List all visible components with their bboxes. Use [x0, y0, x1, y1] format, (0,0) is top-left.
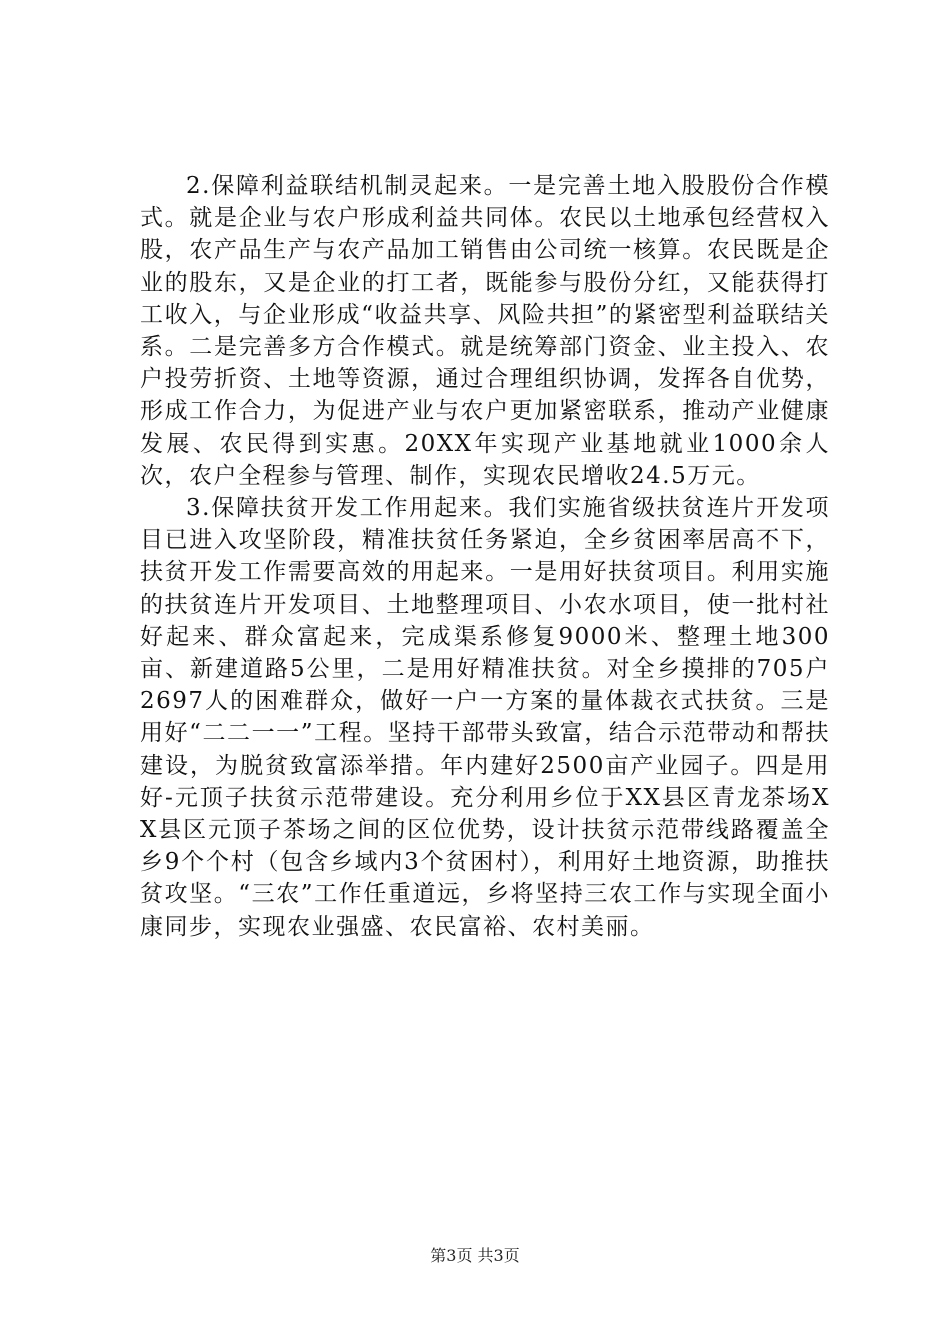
document-body [140, 170, 830, 943]
paragraph-3-poverty-alleviation: 3.保障扶贫开发工作用起来。我们实施省级扶贫连片开发项目已进入攻坚阶段，精准扶贫任务紧迫，全乡贫困率居高不下，扶贫开发工作需要高效的用起来。一是用好扶贫项目。利用实施的扶贫连片开发项目、土地整理项目、小农水项目，使一批村社好起来、群众富起来，完成渠系修复9000米、整理土地300亩、新建道路5公里，二是用好精准扶贫。对全乡摸排的705户2697人的困难群众，做好一户一方案的量体裁衣式扶贫。三是用好“二二一一”工程。坚持干部带头致富，结合示范带动和帮扶建设，为脱贫致富添举措。年内建好2500亩产业园子。四是用好-元顶子扶贫示范带建设。充分利用乡位于XX县区青龙茶场XX县区元顶子茶场之间的区位优势，设计扶贫示范带线路覆盖全乡9个个村（包含乡域内3个贫困村），利用好土地资源，助推扶贫攻坚。“三农”工作任重道远，乡将坚持三农工作与实现全面小康同步，实现农业强盛、农民富裕、农村美丽。 [140, 495, 830, 940]
page-number-footer: 第3页 共3页 [430, 1246, 520, 1265]
paragraph-2-benefit-linkage: 2.保障利益联结机制灵起来。一是完善土地入股股份合作模式。就是企业与农户形成利益共同体。农民以土地承包经营权入股，农产品生产与农产品加工销售由公司统一核算。农民既是企业的股东，又是企业的打工者，既能参与股份分红，又能获得打工收入，与企业形成“收益共享、风险共担”的紧密型利益联结关系。二是完善多方合作模式。就是统筹部门资金、业主投入、农户投劳折资、土地等资源，通过合理组织协调，发挥各自优势，形成工作合力，为促进产业与农户更加紧密联系，推动产业健康发展、农民得到实惠。20XX年实现产业基地就业1000余人次，农户全程参与管理、制作，实现农民增收24.5万元。 [140, 173, 830, 489]
